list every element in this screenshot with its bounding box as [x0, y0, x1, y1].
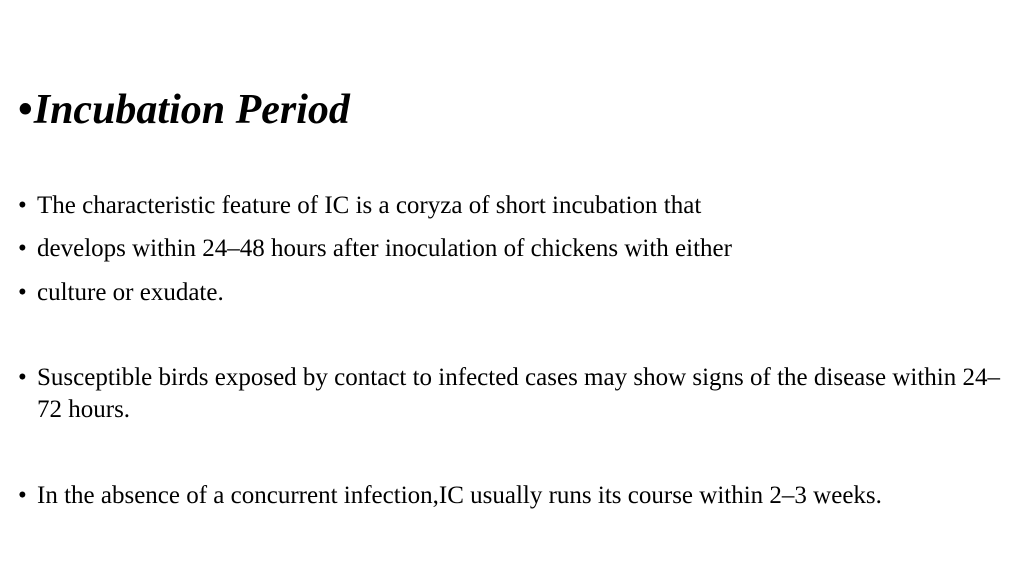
bullet-marker: •: [18, 279, 27, 306]
slide-title: [18, 84, 350, 136]
bullet-text: The characteristic feature of IC is a coryza of short incubation that: [37, 192, 702, 219]
title-bullet: •: [18, 87, 33, 133]
bullet-item: [18, 480, 1008, 512]
bullet-marker: •: [18, 192, 27, 219]
bullet-text: In the absence of a concurrent infection,IC usually runs its course within 2–3 weeks.: [37, 482, 882, 509]
bullet-text: Susceptible birds exposed by contact to infected cases may show signs of the disease within 24–72 hours.: [37, 364, 1000, 423]
bullet-marker: •: [18, 482, 27, 509]
bullet-text: develops within 24–48 hours after inoculation of chickens with either: [37, 235, 732, 262]
bullet-marker: •: [18, 235, 27, 262]
bullet-text: culture or exudate.: [37, 279, 224, 306]
bullet-item: [18, 362, 1008, 426]
title-text: Incubation Period: [33, 87, 350, 133]
bullet-item: [18, 277, 1008, 309]
bullet-item: [18, 190, 1008, 222]
bullet-item: [18, 233, 1008, 265]
bullet-marker: •: [18, 364, 27, 391]
